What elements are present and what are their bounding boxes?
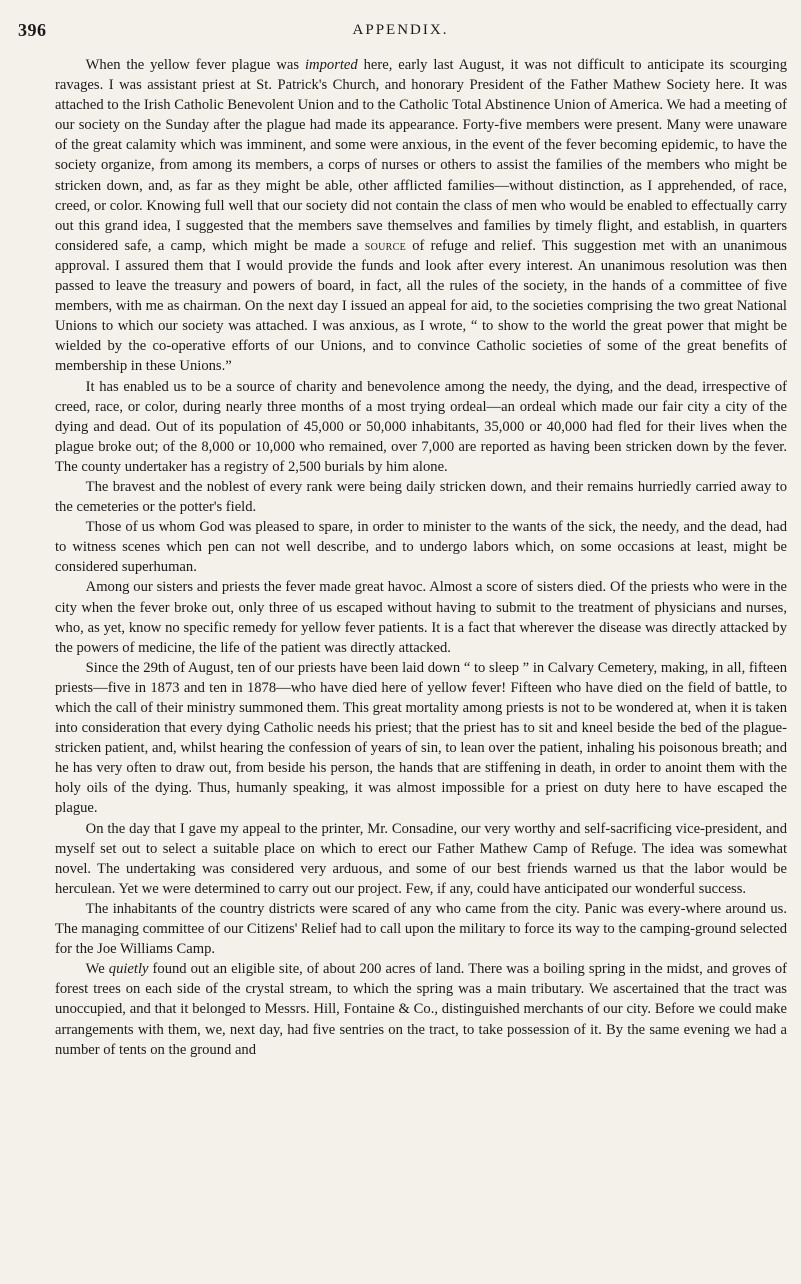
- paragraph-1-text-b: here, early last August, it was not difficult to anticipate its scourging ravages. I was assistant priest at St. Patrick's Church, and honorary President of the Father Mathew Society here. It was attached to the Irish Catholic Benevolent Union and to the Catholic Total Abstinence Union of America. We had a meeting of our society on the Sunday after the plague had made its appearance. Forty-five members were present. Many were unaware of the great calamity which was imminent, and some were anxious, in the event of the fever becoming epidemic, to have the society organize, from among its members, a corps of nurses or others to assist the families of the members who might be stricken down, and, as far as they might be able, other afflicted families—without distinction, as I apprehended, of race, creed, or color. Knowing full well that our society did not contain the class of men who would be enabled to effectually carry out this grand idea, I suggested that the members save themselves and families by timely flight, and establish, in quarters considered safe, a camp, which might be made a: [55, 57, 787, 254]
- paragraph-1-text-c: of refuge and relief. This suggestion met with an unanimous approval. I assured them that I would provide the funds and look after every interest. An unanimous resolution was then passed to leave the treasury and powers of board, in fact, all the rules of the society, in the hands of a committee of five members, with me as chairman. On the next day I issued an appeal for aid, to the societies comprising the two great National Unions to which our society was attached. I was anxious, as I wrote, “ to show to the world the great power that might be wielded by the co-operative efforts of our Unions, and to convince Catholic societies of some of the great benefits of membership in these Unions.”: [55, 237, 787, 375]
- paragraph-8: The inhabitants of the country districts were scared of any who came from the city. Panic was every-where around us. The managing committee of our Citizens' Relief had to call upon the military to force its way to the camping-ground selected for the Joe Williams Camp.: [55, 900, 787, 958]
- paragraph-9-text-a: We: [85, 961, 109, 978]
- emphasis-imported: imported: [305, 57, 358, 73]
- paragraph-4: Those of us whom God was pleased to spare, in order to minister to the wants of the sick, the needy, and the dead, had to witness scenes which pen can not well describe, and to undergo labors which, on some occasions at least, might be considered superhuman.: [55, 519, 787, 576]
- paragraph-1-text-a: When the yellow fever plague was: [85, 57, 305, 73]
- emphasis-quietly: quietly: [108, 961, 149, 978]
- page-body: [55, 55, 787, 1060]
- page-number: 396: [18, 20, 47, 40]
- paragraph-2: It has enabled us to be a source of charity and benevolence among the needy, the dying, and the dead, irrespective of creed, race, or color, during nearly three months of a most trying ordeal—an ordeal which made our fair city a city of the dying and dead. Out of its population of 45,000 or 50,000 inhabitants, 35,000 or 40,000 had fled for their lives when the plague broke out; of the 8,000 or 10,000 who remained, over 7,000 are reported as having been stricken down by the fever. The county undertaker has a registry of 2,500 burials by him alone.: [55, 378, 787, 475]
- paragraph-5: Among our sisters and priests the fever made great havoc. Almost a score of sisters died. Of the priests who were in the city when the fever broke out, only three of us escaped without having to submit to the treatment of physicians and nurses, who, as yet, know no specific remedy for yellow fever patients. It is a fact that wherever the disease was directly attacked by the powers of medicine, the life of the patient was directly attacked.: [55, 579, 787, 656]
- paragraph-9: [55, 959, 787, 1059]
- paragraph-1: [55, 55, 787, 377]
- smallcaps-source: source: [364, 237, 406, 254]
- paragraph-9-text-b: found out an eligible site, of about 200 acres of land. There was a boiling spring in the midst, and groves of forest trees on each side of the crystal stream, to which the spring was a main tributary. We ascertained that the tract was unoccupied, and that it belonged to Messrs. Hill, Fontaine & Co., distinguished merchants of our city. Before we could make arrangements with them, we, next day, had five sentries on the tract, to take possession of it. By the same evening we had a number of tents on the ground and: [55, 961, 787, 1058]
- running-head: APPENDIX.: [352, 22, 449, 38]
- paragraph-6: Since the 29th of August, ten of our priests have been laid down “ to sleep ” in Calvary Cemetery, making, in all, fifteen priests—five in 1873 and ten in 1878—who have died here of yellow fever! Fifteen who have died on the field of battle, to which the call of their ministry summoned them. This great mortality among priests is not to be wondered at, when it is taken into consideration that every dying Catholic needs his priest; that the priest has to sit and kneel beside the bed of the plague-stricken patient, and, whilst hearing the confession of years of sin, to lean over the patient, inhaling his poisonous breath; and he has very often to draw out, from beside his person, the hands that are stiffening in death, in order to anoint them with the holy oils of the dying. Thus, humanly speaking, it was almost impossible for a priest on duty here to have escaped the plague.: [55, 659, 787, 817]
- paragraph-3: The bravest and the noblest of every rank were being daily stricken down, and their remains hurriedly carried away to the cemeteries or the potter's field.: [55, 478, 787, 516]
- paragraph-7: On the day that I gave my appeal to the printer, Mr. Consadine, our very worthy and self-sacrificing vice-president, and myself set out to select a suitable place on which to erect our Father Mathew Camp of Refuge. The idea was somewhat novel. The undertaking was considered very arduous, and some of our best friends warned us that the labor would be herculean. Yet we were determined to carry out our project. Few, if any, could have anticipated our wonderful success.: [55, 820, 787, 897]
